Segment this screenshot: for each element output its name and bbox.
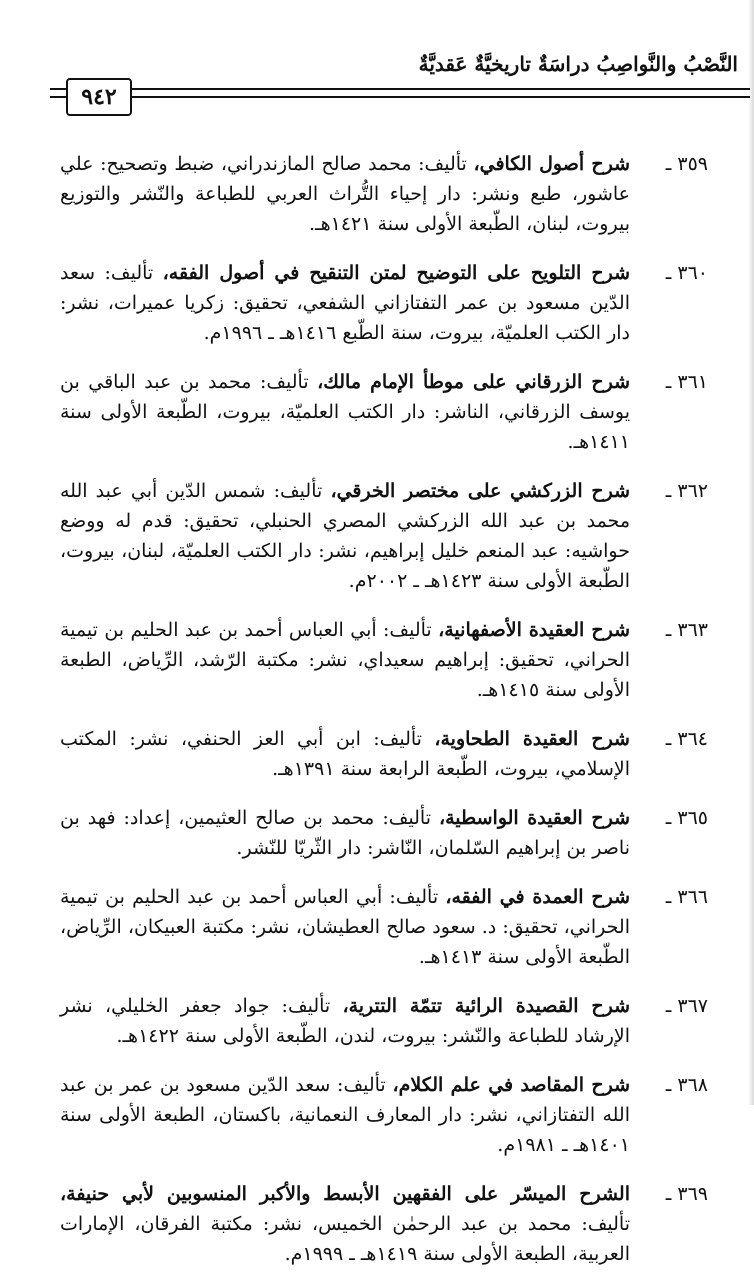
bibliography-entry [60, 258, 708, 348]
bibliography-entry [60, 367, 708, 457]
entry-details: تأليف: سعد الدّين مسعود بن عمر التفتازاني الشفعي، تحقيق: زكريا عميرات، نشر: دار الكتب العلميّة، بيروت، سنة الطّبع ١٤١٦هـ ـ ١٩٩٦م. [60, 262, 630, 344]
bibliography-entry [60, 803, 708, 863]
entry-title: شرح العقيدة الواسطية، [438, 807, 630, 829]
entry-title: الشرح الميسّر على الفقهين الأبسط والأكبر المنسوبين لأبي حنيفة، [60, 1183, 630, 1205]
bibliography-entry [60, 149, 708, 239]
header-rule-top [50, 88, 750, 90]
entry-details: تأليف: محمد صالح المازندراني، ضبط وتصحيح: علي عاشور، طبع ونشر: دار إحياء التُّراث العربي للطباعة والنّشر والتوزيع بيروت، لبنان، الطّبعة الأولى سنة ١٤٢١هـ. [60, 153, 630, 235]
bibliography-entry [60, 1179, 708, 1269]
entry-details: تأليف: محمد بن عبد الباقي بن يوسف الزرقاني، الناشر: دار الكتب العلميّة، بيروت، الطّبعة الأولى سنة ١٤١١هـ. [60, 371, 630, 453]
entry-title: شرح التلويح على التوضيح لمتن التنقيح في أصول الفقه، [162, 262, 631, 284]
entry-number: ٣٦٤ ـ [665, 728, 708, 750]
entry-number: ٣٦٨ ـ [665, 1074, 708, 1096]
entry-details: تأليف: شمس الدّين أبي عبد الله محمد بن عبد الله الزركشي المصري الحنبلي، تحقيق: قدم له ووضع حواشيه: عبد المنعم خليل إبراهيم، نشر: دار الكتب العلميّة، لبنان، بيروت، الطّبعة الأولى سنة ١٤٢٣هـ ـ ٢٠٠٢م. [60, 480, 630, 592]
page-number: ٩٤٢ [66, 78, 132, 116]
entry-details: تأليف: أبي العباس أحمد بن عبد الحليم بن تيمية الحراني، تحقيق: إبراهيم سعيداي، نشر: مكتبة الرّشد، الرِّياض، الطبعة الأولى سنة ١٤١٥هـ. [60, 619, 630, 701]
entry-title: شرح العقيدة الطحاوية، [434, 728, 630, 750]
entry-number: ٣٦٣ ـ [665, 619, 708, 641]
entry-details: تأليف: أبي العباس أحمد بن عبد الحليم بن تيمية الحراني، تحقيق: د. سعود صالح العطيشان، نشر: مكتبة العبيكان، الرِّياض، الطّبعة الأولى سنة ١٤١٣هـ. [60, 886, 630, 968]
bibliography-entry [60, 615, 708, 705]
entry-title: شرح القصيدة الرائية تتمّة التترية، [342, 995, 630, 1017]
entry-title: شرح أصول الكافي، [473, 153, 630, 175]
entry-title: شرح المقاصد في علم الكلام، [392, 1074, 630, 1096]
entry-number: ٣٦١ ـ [665, 371, 708, 393]
entry-number: ٣٦٠ ـ [665, 262, 708, 284]
entry-details: تأليف: ابن أبي العز الحنفي، نشر: المكتب الإسلامي، بيروت، الطّبعة الرابعة سنة ١٣٩١هـ. [60, 728, 630, 780]
bibliography-entry [60, 882, 708, 972]
entry-details: تأليف: سعد الدّين مسعود بن عمر بن عبد الله التفتازاني، نشر: دار المعارف النعمانية، باكستان، الطبعة الأولى سنة ١٤٠١هـ ـ ١٩٨١م. [60, 1074, 631, 1156]
scan-edge [748, 0, 754, 1105]
entry-number: ٣٦٥ ـ [665, 807, 708, 829]
entry-details: تأليف: محمد بن صالح العثيمين، إعداد: فهد بن ناصر بن إبراهيم السّلمان، النّاشر: دار الثّريّا للنّشر. [60, 807, 630, 859]
running-title: النَّصْبُ والنَّواصِبُ دراسَةٌ تاريخيَّةٌ عَقديَّةٌ [418, 52, 738, 76]
entry-title: شرح العقيدة الأصفهانية، [438, 619, 630, 641]
bibliography-list [60, 130, 708, 1275]
entry-details: تأليف: محمد بن عبد الرحمٰن الخميس، نشر: مكتبة الفرقان، الإمارات العربية، الطبعة الأولى سنة ١٤١٩هـ ـ ١٩٩٩م. [60, 1213, 630, 1265]
bibliography-entry [60, 724, 708, 784]
entry-title: شرح العمدة في الفقه، [445, 886, 630, 908]
entry-number: ٣٥٩ ـ [665, 153, 708, 175]
entry-title: شرح الزركشي على مختصر الخرقي، [330, 480, 630, 502]
entry-number: ٣٦٦ ـ [665, 886, 708, 908]
entry-number: ٣٦٧ ـ [665, 995, 708, 1017]
entry-number: ٣٦٩ ـ [665, 1183, 708, 1205]
entry-title: شرح الزرقاني على موطأ الإمام مالك، [317, 371, 630, 393]
header-rule-bottom [50, 96, 750, 98]
bibliography-entry [60, 1070, 708, 1160]
entry-details: تأليف: جواد جعفر الخليلي، نشر الإرشاد للطباعة والنّشر: بيروت، لندن، الطّبعة الأولى سنة ١٤٢٢هـ. [60, 995, 630, 1047]
page-header [50, 52, 750, 126]
bibliography-entry [60, 991, 708, 1051]
bibliography-entry [60, 476, 708, 596]
entry-number: ٣٦٢ ـ [665, 480, 708, 502]
